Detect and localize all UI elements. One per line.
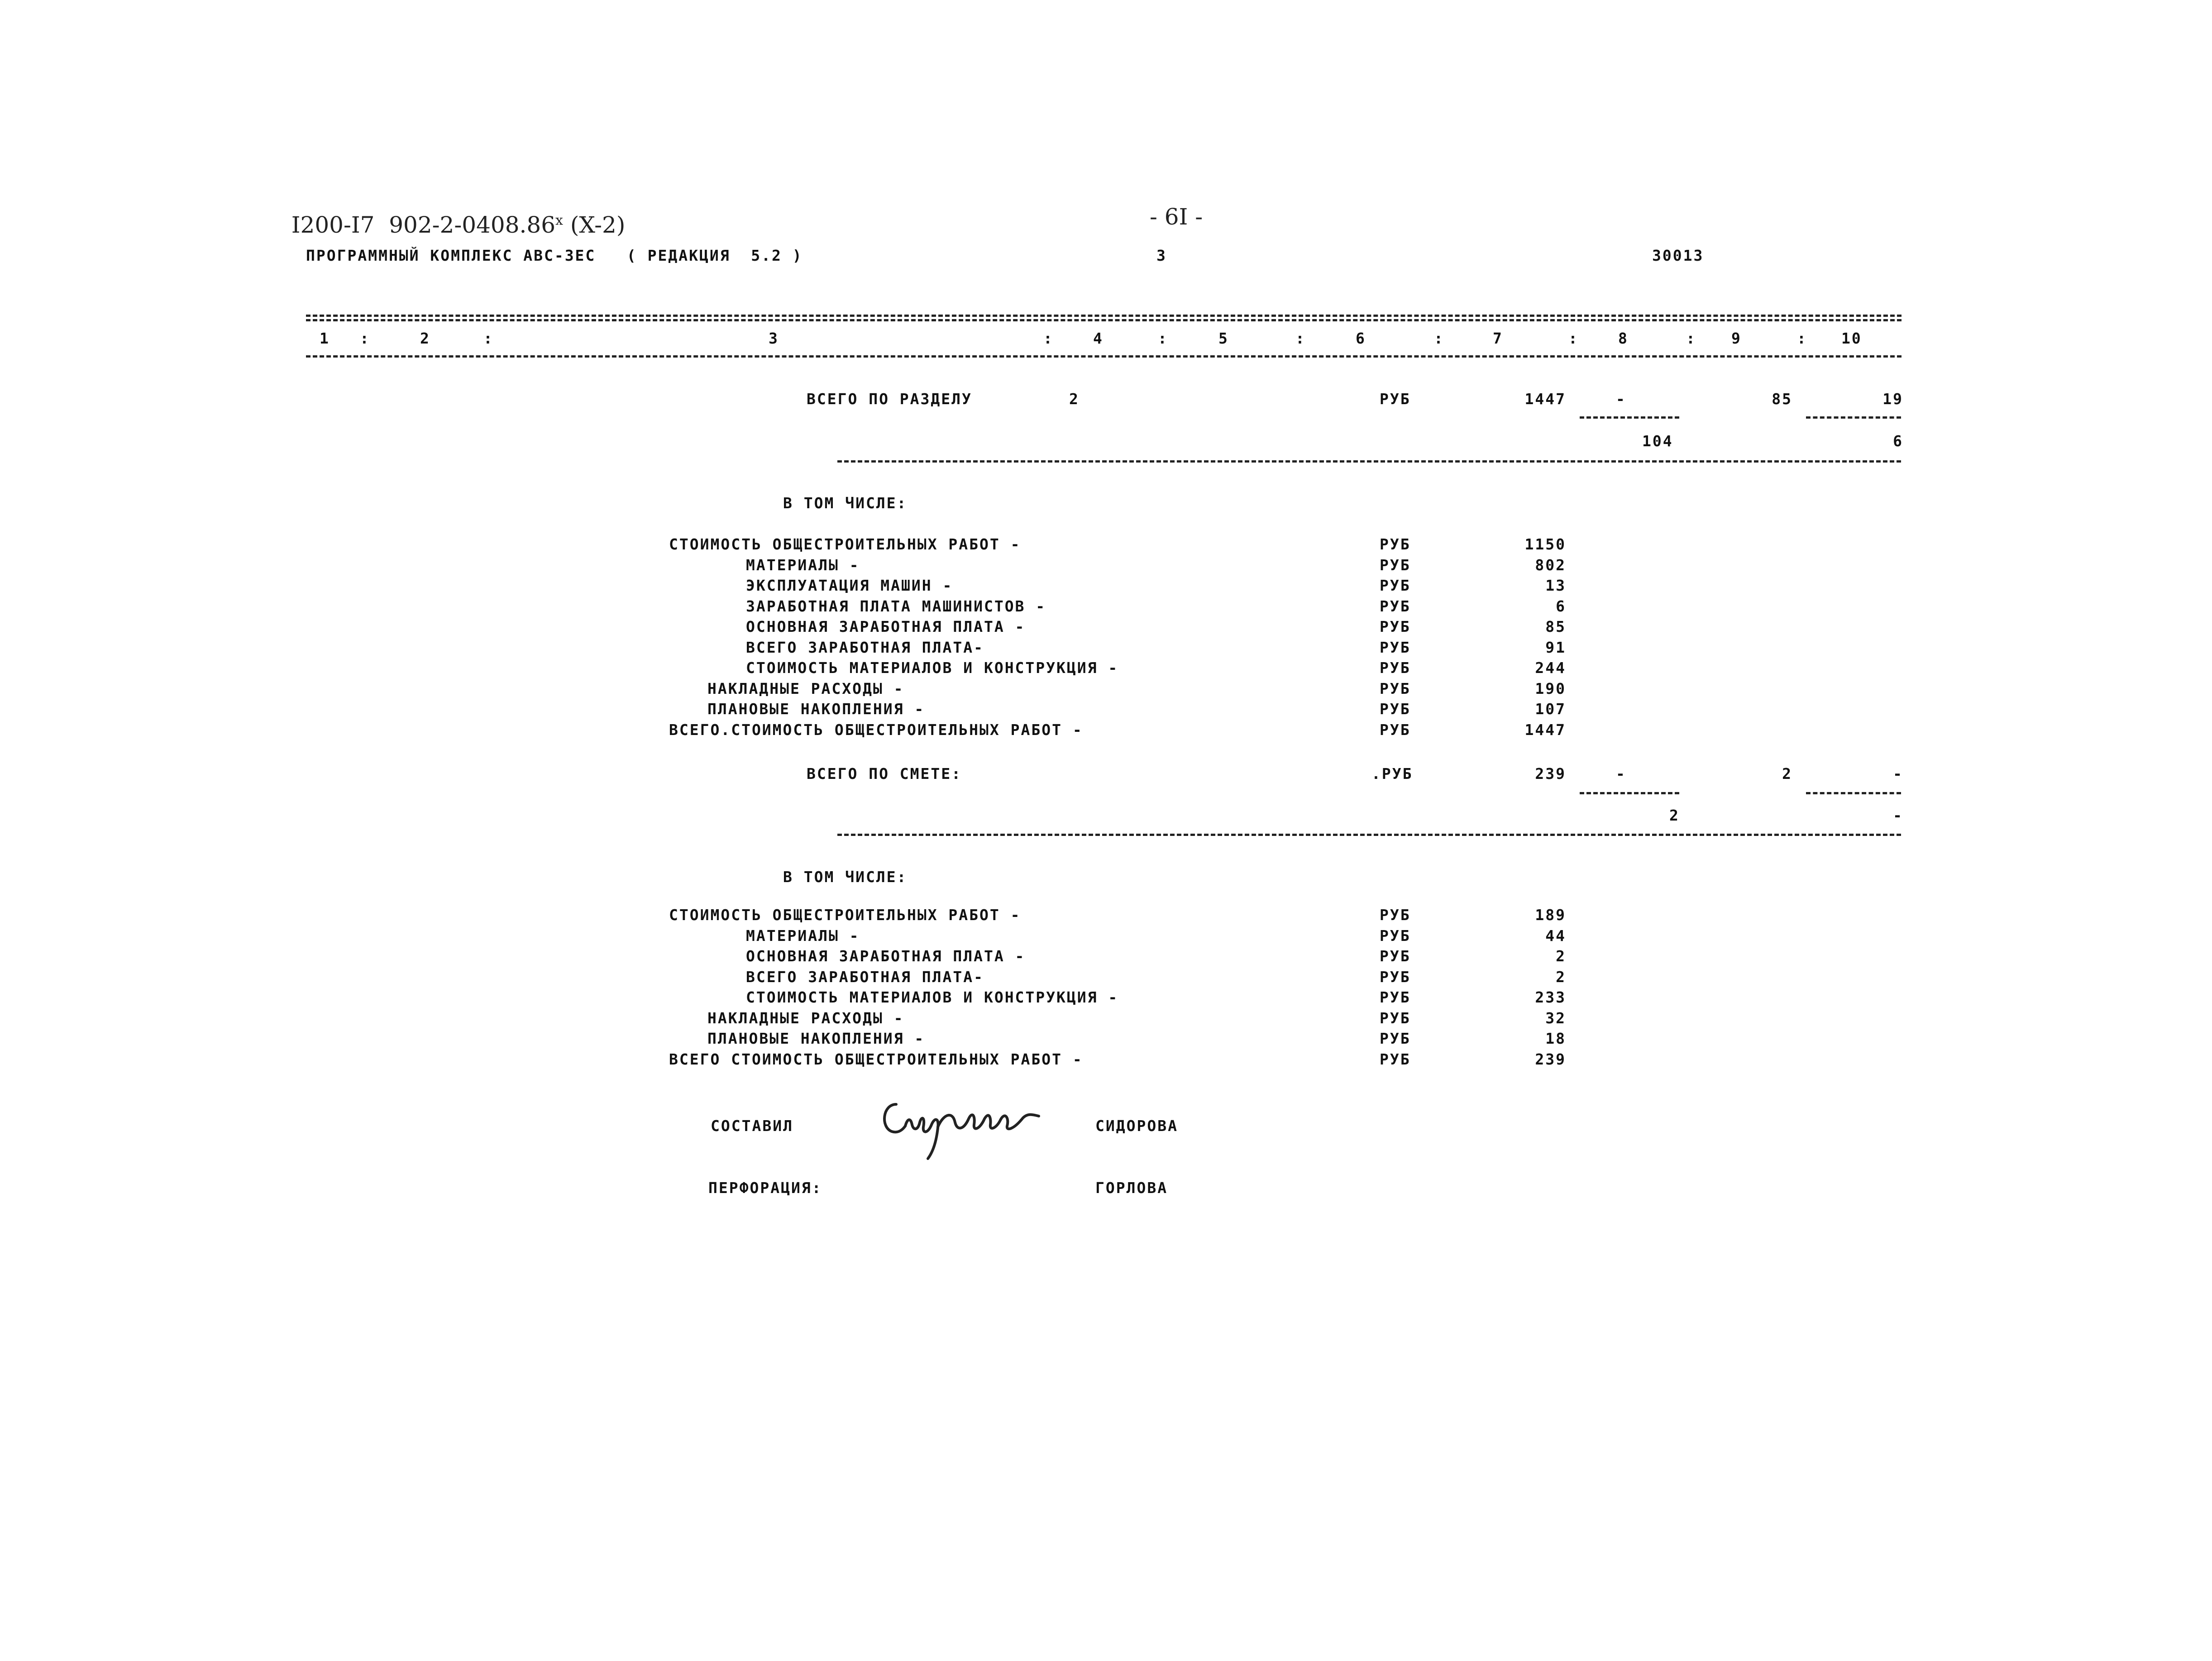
section-rule	[837, 460, 1901, 463]
estimate-total-col8: -	[1616, 765, 1626, 783]
column-header-10: 10	[1841, 329, 1862, 347]
column-separator: :	[360, 329, 370, 347]
breakdown-row-value: 233	[1535, 988, 1566, 1006]
document-code-suffix: (X-2)	[563, 212, 626, 238]
page-number: - 6I -	[1150, 204, 1203, 230]
column-separator: :	[1434, 329, 1444, 347]
breakdown-row-unit: РУБ	[1380, 535, 1411, 553]
compiled-by-label: СОСТАВИЛ	[711, 1117, 793, 1135]
breakdown-row-label: СТОИМОСТЬ ОБЩЕСТРОИТЕЛЬНЫХ РАБОТ -	[669, 535, 1021, 553]
estimate-subtotal-rule-col10	[1806, 792, 1901, 794]
breakdown-row-unit: РУБ	[1380, 556, 1411, 574]
estimate-total-label: ВСЕГО ПО СМЕТЕ:	[807, 765, 962, 783]
section-total-section: 2	[1069, 390, 1080, 408]
breakdown-row-value: 85	[1545, 618, 1566, 635]
breakdown-row-value: 2	[1556, 947, 1566, 965]
breakdown-row-value: 239	[1535, 1050, 1566, 1068]
perforation-label: ПЕРФОРАЦИЯ:	[708, 1179, 822, 1197]
breakdown-row-value: 13	[1545, 577, 1566, 594]
breakdown-row-label: ЭКСПЛУАТАЦИЯ МАШИН -	[746, 577, 953, 594]
breakdown-row-unit: РУБ	[1380, 659, 1411, 677]
document-number: 30013	[1652, 247, 1704, 264]
breakdown-row-label: ЗАРАБОТНАЯ ПЛАТА МАШИНИСТОВ -	[746, 597, 1046, 615]
estimate-total-col10: -	[1893, 765, 1903, 783]
document-code	[277, 186, 625, 238]
section-total-unit: РУБ	[1380, 390, 1411, 408]
breakdown-row-label: МАТЕРИАЛЫ -	[746, 926, 860, 945]
breakdown-row-unit: РУБ	[1380, 926, 1411, 945]
breakdown-row-value: 1447	[1524, 721, 1566, 739]
sheet-number: 3	[1156, 247, 1167, 264]
breakdown-row-value: 1150	[1524, 535, 1566, 553]
table-top-rule	[306, 315, 1901, 317]
column-separator: :	[483, 329, 494, 347]
section-total-col10: 19	[1882, 390, 1903, 408]
column-separator: :	[1568, 329, 1579, 347]
including-label: В ТОМ ЧИСЛЕ:	[783, 868, 908, 886]
breakdown-row-label: ОСНОВНАЯ ЗАРАБОТНАЯ ПЛАТА -	[746, 618, 1026, 635]
estimate-total-unit: .РУБ	[1371, 765, 1413, 783]
breakdown-row-unit: РУБ	[1380, 968, 1411, 986]
section-total-col9: 85	[1772, 390, 1792, 408]
signature	[878, 1086, 1046, 1163]
breakdown-row-label: ВСЕГО.СТОИМОСТЬ ОБЩЕСТРОИТЕЛЬНЫХ РАБОТ -	[669, 721, 1083, 739]
column-header-7: 7	[1493, 329, 1503, 347]
column-header-9: 9	[1731, 329, 1742, 347]
breakdown-row-value: 44	[1545, 926, 1566, 945]
breakdown-row-unit: РУБ	[1380, 597, 1411, 615]
breakdown-row-label: ВСЕГО СТОИМОСТЬ ОБЩЕСТРОИТЕЛЬНЫХ РАБОТ -	[669, 1050, 1083, 1068]
estimate-subtotal-col10: -	[1893, 807, 1903, 824]
column-separator: :	[1043, 329, 1054, 347]
breakdown-row-value: 190	[1535, 679, 1566, 697]
breakdown-row-value: 6	[1556, 597, 1566, 615]
breakdown-row-value: 18	[1545, 1030, 1566, 1047]
breakdown-row-label: ПЛАНОВЫЕ НАКОПЛЕНИЯ -	[707, 1030, 925, 1047]
breakdown-row-label: СТОИМОСТЬ МАТЕРИАЛОВ И КОНСТРУКЦИЯ -	[746, 659, 1119, 677]
breakdown-row-unit: РУБ	[1380, 1009, 1411, 1027]
estimate-subtotal-rule-col8	[1580, 792, 1679, 794]
breakdown-row-label: ОСНОВНАЯ ЗАРАБОТНАЯ ПЛАТА -	[746, 947, 1026, 965]
breakdown-row-unit: РУБ	[1380, 1050, 1411, 1068]
breakdown-row-unit: РУБ	[1380, 988, 1411, 1006]
breakdown-row-unit: РУБ	[1380, 947, 1411, 965]
column-header-5: 5	[1218, 329, 1229, 347]
breakdown-row-value: 244	[1535, 659, 1566, 677]
breakdown-row-label: СТОИМОСТЬ ОБЩЕСТРОИТЕЛЬНЫХ РАБОТ -	[669, 906, 1021, 924]
perforation-name: ГОРЛОВА	[1095, 1179, 1168, 1197]
breakdown-row-unit: РУБ	[1380, 577, 1411, 594]
section-subtotal-col8: 104	[1642, 432, 1673, 450]
estimate-total-col7: 239	[1535, 765, 1566, 783]
subtotal-rule-col8	[1580, 416, 1679, 419]
table-header-rule	[306, 355, 1901, 358]
breakdown-row-unit: РУБ	[1380, 721, 1411, 739]
breakdown-row-value: 32	[1545, 1009, 1566, 1027]
breakdown-row-unit: РУБ	[1380, 906, 1411, 924]
breakdown-row-value: 189	[1535, 906, 1566, 924]
breakdown-row-unit: РУБ	[1380, 638, 1411, 656]
program-title: ПРОГРАММНЫЙ КОМПЛЕКС АВС-3ЕС ( РЕДАКЦИЯ 5.2 )	[306, 247, 803, 264]
column-header-2: 2	[420, 329, 430, 347]
breakdown-row-value: 91	[1545, 638, 1566, 656]
column-header-4: 4	[1093, 329, 1104, 347]
column-separator: :	[1797, 329, 1807, 347]
column-header-3: 3	[769, 329, 779, 347]
section-total-col7: 1447	[1524, 390, 1566, 408]
breakdown-row-unit: РУБ	[1380, 679, 1411, 697]
column-separator: :	[1158, 329, 1168, 347]
breakdown-row-label: СТОИМОСТЬ МАТЕРИАЛОВ И КОНСТРУКЦИЯ -	[746, 988, 1119, 1006]
breakdown-row-label: НАКЛАДНЫЕ РАСХОДЫ -	[707, 1009, 904, 1027]
breakdown-row-label: МАТЕРИАЛЫ -	[746, 556, 860, 574]
breakdown-row-value: 2	[1556, 968, 1566, 986]
section-subtotal-col10: 6	[1893, 432, 1903, 450]
including-label: В ТОМ ЧИСЛЕ:	[783, 494, 908, 512]
section-total-col8: -	[1616, 390, 1626, 408]
breakdown-row-label: ПЛАНОВЫЕ НАКОПЛЕНИЯ -	[707, 700, 925, 718]
column-header-6: 6	[1356, 329, 1366, 347]
breakdown-row-unit: РУБ	[1380, 1030, 1411, 1047]
estimate-rule	[837, 834, 1901, 836]
breakdown-row-unit: РУБ	[1380, 700, 1411, 718]
breakdown-row-value: 107	[1535, 700, 1566, 718]
column-header-1: 1	[320, 329, 330, 347]
section-total-label: ВСЕГО ПО РАЗДЕЛУ	[807, 390, 972, 408]
column-separator: :	[1295, 329, 1306, 347]
document-code-superscript: x	[555, 212, 563, 229]
table-top-rule-2	[306, 319, 1901, 321]
compiled-by-name: СИДОРОВА	[1095, 1117, 1178, 1135]
breakdown-row-label: НАКЛАДНЫЕ РАСХОДЫ -	[707, 679, 904, 697]
breakdown-row-label: ВСЕГО ЗАРАБОТНАЯ ПЛАТА-	[746, 638, 984, 656]
breakdown-row-value: 802	[1535, 556, 1566, 574]
estimate-total-col9: 2	[1782, 765, 1792, 783]
estimate-subtotal-col8: 2	[1669, 807, 1680, 824]
breakdown-row-unit: РУБ	[1380, 618, 1411, 635]
column-separator: :	[1686, 329, 1696, 347]
column-header-8: 8	[1618, 329, 1629, 347]
breakdown-row-label: ВСЕГО ЗАРАБОТНАЯ ПЛАТА-	[746, 968, 984, 986]
subtotal-rule-col10	[1806, 416, 1901, 419]
document-code-main: I200-I7 902-2-0408.86	[291, 212, 556, 238]
